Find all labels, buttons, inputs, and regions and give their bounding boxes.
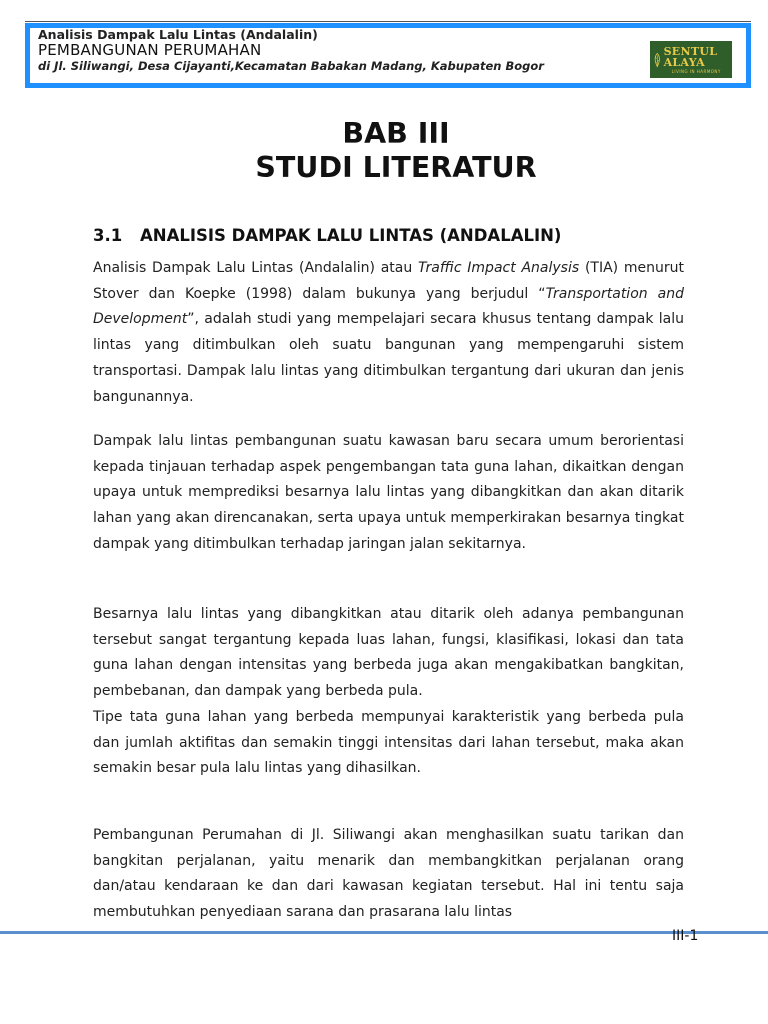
paragraph-1 [93, 256, 684, 410]
footer-rule [0, 931, 768, 934]
paragraph-2 [93, 429, 684, 558]
paragraph-1-text-c: (TIA) menurut Stover dan Koepke (1998) dalam bukunya yang berjudul “ [93, 260, 685, 302]
logo-name: SENTUL ALAYA [663, 44, 718, 69]
header-location: di Jl. Siliwangi, Desa Cijayanti,Kecamatan Babakan Madang, Kabupaten Bogor [38, 59, 544, 73]
leaf-icon [653, 49, 662, 71]
paragraph-4 [93, 823, 684, 926]
paragraph-3 [93, 602, 684, 782]
logo-tagline: LIVING IN HARMONY [671, 68, 721, 74]
logo-wordmark [664, 46, 729, 74]
company-logo [650, 41, 732, 78]
paragraph-3b-text: Tipe tata guna lahan yang berbeda mempunyai karakteristik yang berbeda pula dan jumlah aktifitas dan semakin tinggi intensitas dari lahan tersebut, maka akan semakin besar pula lalu lintas yang dihasilkan. [93, 708, 684, 777]
paragraph-1-book-title: Transportation and Development [93, 285, 684, 328]
page-number: III-1 [672, 928, 699, 944]
chapter-number: BAB III [342, 117, 450, 150]
section-number: 3.1 [93, 226, 123, 245]
paragraph-4-text: Pembangunan Perumahan di Jl. Siliwangi akan menghasilkan suatu tarikan dan bangkitan perjalanan, yaitu menarik dan membangkitkan perjalanan orang dan/atau kendaraan ke dan dari kawasan kegiatan tersebut. Hal ini tentu saja membutuhkan penyediaan sarana dan prasarana lalu lintas [93, 827, 684, 921]
section-title: ANALISIS DAMPAK LALU LINTAS (ANDALALIN) [140, 226, 562, 245]
chapter-title: STUDI LITERATUR [255, 151, 537, 184]
header-report-title: Analisis Dampak Lalu Lintas (Andalalin) [38, 27, 318, 42]
paragraph-3-text: Besarnya lalu lintas yang dibangkitkan atau ditarik oleh adanya pembangunan tersebut sangat tergantung kepada luas lahan, fungsi, klasifikasi, lokasi dan tata guna lahan dengan intensitas yang berbeda juga akan mengakibatkan bangkitan, pembebanan, dan dampak yang berbeda pula. [93, 606, 684, 700]
document-header [25, 23, 751, 88]
section-heading [93, 226, 561, 245]
paragraph-2-text: Dampak lalu lintas pembangunan suatu kawasan baru secara umum berorientasi kepada tinjauan terhadap aspek pengembangan tata guna lahan, dikaitkan dengan upaya untuk memprediksi besarnya lalu lintas yang dibangkitkan dan akan ditarik lahan yang akan direncanakan, serta upaya untuk memperkirakan besarnya tingkat dampak yang ditimbulkan terhadap jaringan jalan sekitarnya. [93, 433, 684, 552]
header-project-name: PEMBANGUNAN PERUMAHAN [38, 41, 262, 59]
paragraph-1-text-a: Analisis Dampak Lalu Lintas (Andalalin) atau [93, 260, 419, 276]
paragraph-1-text-e: ”, adalah studi yang mempelajari secara khusus tentang dampak lalu lintas yang ditimbulkan oleh suatu bangunan yang mempengaruhi sistem transportasi. Dampak lalu lintas yang ditimbulkan tergantung dari ukuran dan jenis bangunannya. [93, 311, 684, 405]
paragraph-1-term-tia: Traffic Impact Analysis [418, 260, 580, 276]
